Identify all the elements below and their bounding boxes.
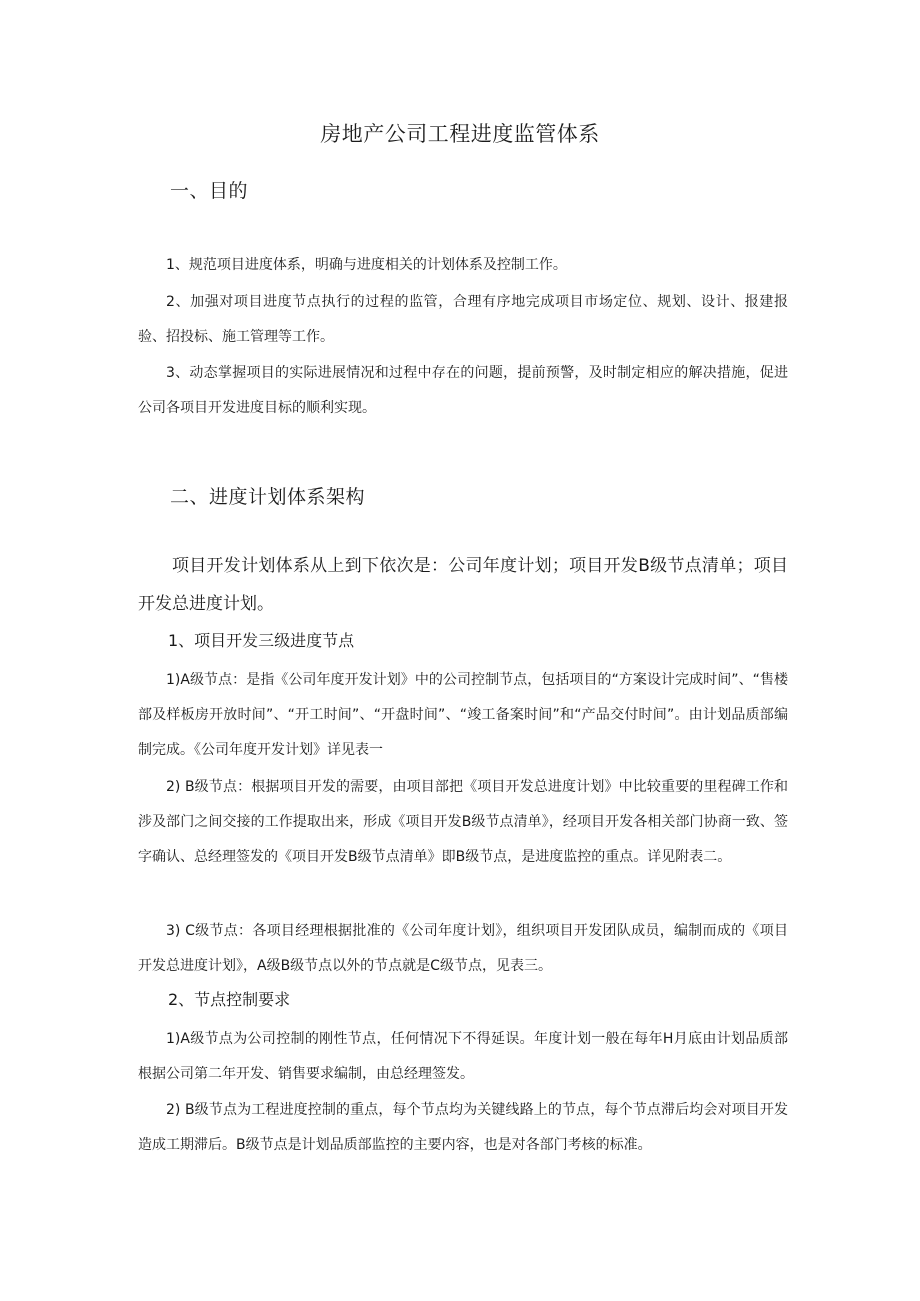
subsection-heading-node-control: 2、节点控制要求 xyxy=(168,990,291,1009)
paragraph: 2、加强对项目进度节点执行的过程的监管，合理有序地完成项目市场定位、规划、设计、报建报验、招投标、施工管理等工作。 xyxy=(138,294,788,345)
paragraph: 3) C级节点：各项目经理根据批准的《公司年度计划》，组织项目开发团队成员，编制而成的《项目开发总进度计划》，A级B级节点以外的节点就是C级节点，见表三。 xyxy=(138,923,788,974)
paragraph: 1、规范项目进度体系，明确与进度相关的计划体系及控制工作。 xyxy=(166,257,567,273)
paragraph: 1)A级节点：是指《公司年度开发计划》中的公司控制节点，包括项目的“方案设计完成时间”、“售楼部及样板房开放时间”、“开工时间”、“开盘时间”、“竣工备案时间”和“产品交付时间”。由计划品质部编制完成。《公司年度开发计划》详见表一 xyxy=(138,672,788,758)
paragraph: 3、动态掌握项目的实际进展情况和过程中存在的问题，提前预警，及时制定相应的解决措施，促进公司各项目开发进度目标的顺利实现。 xyxy=(138,365,788,416)
section-heading-plan-structure: 二、进度计划体系架构 xyxy=(170,486,366,508)
paragraph: 1)A级节点为公司控制的刚性节点，任何情况下不得延误。年度计划一般在每年H月底由计划品质部根据公司第二年开发、销售要求编制，由总经理签发。 xyxy=(138,1031,788,1082)
document-title: 房地产公司工程进度监管体系 xyxy=(320,122,600,146)
paragraph: 2) B级节点：根据项目开发的需要，由项目部把《项目开发总进度计划》中比较重要的里程碑工作和涉及部门之间交接的工作提取出来，形成《项目开发B级节点清单》，经项目开发各相关部门协商一致、签字确认、总经理签发的《项目开发B级节点清单》即B级节点，是进度监控的重点。详见附表二。 xyxy=(138,779,788,865)
paragraph: 2) B级节点为工程进度控制的重点，每个节点均为关键线路上的节点，每个节点滞后均会对项目开发造成工期滞后。B级节点是计划品质部监控的主要内容，也是对各部门考核的标准。 xyxy=(138,1102,788,1153)
intro-paragraph: 项目开发计划体系从上到下依次是：公司年度计划；项目开发B级节点清单；项目开发总进度计划。 xyxy=(138,556,788,614)
subsection-heading-three-level-nodes: 1、项目开发三级进度节点 xyxy=(168,631,355,650)
section-heading-purpose: 一、目的 xyxy=(170,180,249,202)
